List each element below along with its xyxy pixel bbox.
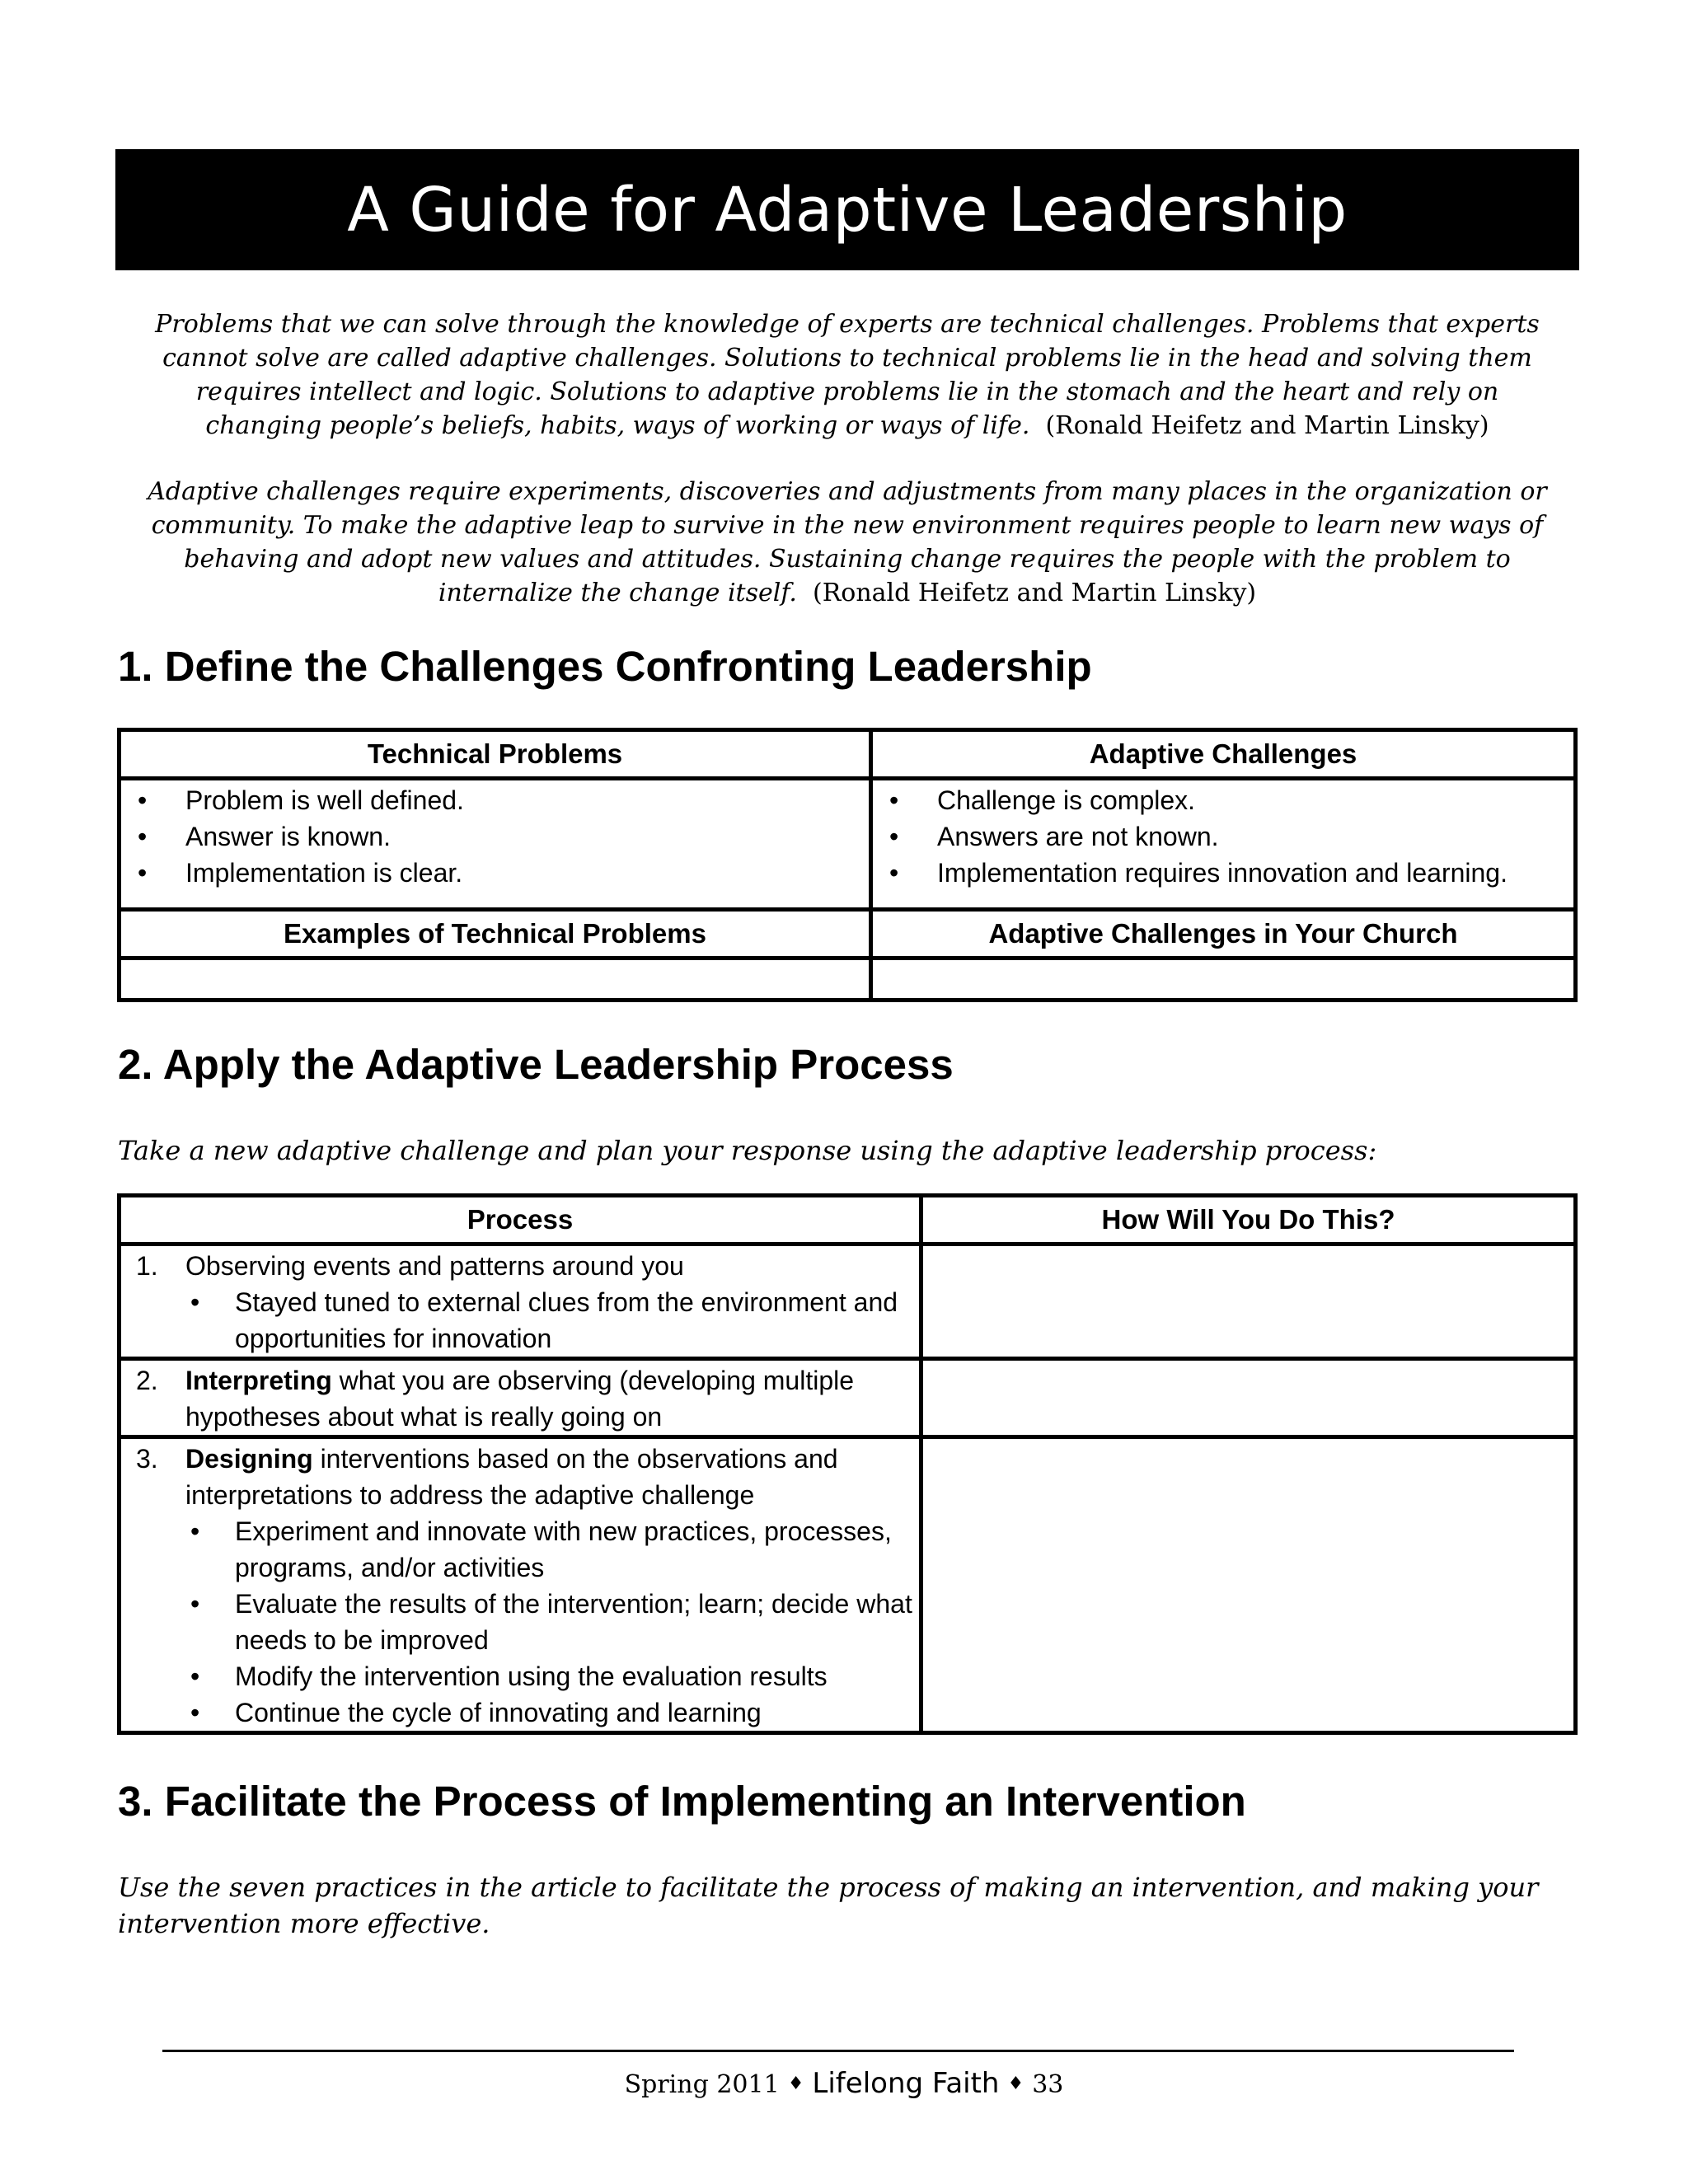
list-item: • Answer is known.: [138, 822, 391, 851]
quote-1-attribution: (Ronald Heifetz and Martin Linsky): [1045, 411, 1489, 440]
process-header: Process: [120, 1196, 921, 1244]
footer-season: Spring 2011: [624, 2070, 780, 2099]
quote-1: [140, 307, 1554, 443]
step-3-bold: Designing: [185, 1444, 313, 1474]
process-step-2: 2. Interpreting what you are observing (developing multiple hypotheses about what is really going on: [120, 1359, 921, 1437]
adaptive-church-answer-cell[interactable]: [871, 958, 1576, 1001]
process-step-1: 1. Observing events and patterns around you • Stayed tuned to external clues from the environment and opportunities for innovation: [120, 1244, 921, 1359]
step-2-answer-cell[interactable]: [921, 1359, 1576, 1437]
step-3-answer-cell[interactable]: [921, 1437, 1576, 1733]
process-step-3: 3. Designing interventions based on the observations and interpretations to address the adaptive challenge • Experiment and innovate with new practices, processes, programs, and/or activities • Evaluate the results of the intervention; learn; decide what needs to be improved • Modify the intervention using the evaluation results • Continue the cycle of innovating and learning: [120, 1437, 921, 1733]
section-1-heading: 1. Define the Challenges Confronting Leadership: [118, 643, 1092, 690]
list-item: • Evaluate the results of the intervention; learn; decide what needs to be improved: [190, 1589, 912, 1655]
technical-problems-list: [121, 780, 869, 891]
section-3-heading: 3. Facilitate the Process of Implementing an Intervention: [118, 1778, 1246, 1825]
challenges-table: [117, 728, 1578, 1002]
adaptive-challenges-cell: [871, 779, 1576, 910]
step-2-bold: Interpreting: [185, 1366, 332, 1395]
step-2-text: what you are observing (developing multiple hypotheses about what is really going on: [185, 1366, 855, 1432]
list-item: • Problem is well defined.: [138, 785, 464, 815]
list-item: • Modify the intervention using the evaluation results: [190, 1661, 828, 1691]
diamond-separator-icon: ♦: [1007, 2074, 1025, 2094]
section-3-intro: Use the seven practices in the article to facilitate the process of making an intervention, and making your intervention more effective.: [118, 1872, 1539, 1939]
list-item: • Challenge is complex.: [889, 785, 1196, 815]
footer-publication: Lifelong Faith: [812, 2067, 1000, 2100]
list-item: • Continue the cycle of innovating and learning: [190, 1698, 762, 1727]
quote-2-attribution: (Ronald Heifetz and Martin Linsky): [812, 579, 1257, 607]
section-2-heading: 2. Apply the Adaptive Leadership Process: [118, 1041, 954, 1088]
footer-divider: [162, 2050, 1514, 2052]
list-item: • Stayed tuned to external clues from the environment and opportunities for innovation: [190, 1287, 898, 1353]
step-1-answer-cell[interactable]: [921, 1244, 1576, 1359]
examples-technical-header: Examples of Technical Problems: [120, 910, 871, 958]
quote-2: [140, 475, 1554, 610]
page-title: A Guide for Adaptive Leadership: [115, 149, 1579, 270]
list-item: • Experiment and innovate with new practices, processes, programs, and/or activities: [190, 1516, 892, 1582]
how-header: How Will You Do This?: [921, 1196, 1576, 1244]
process-table: [117, 1193, 1578, 1735]
quote-2-text: Adaptive challenges require experiments, discoveries and adjustments from many places in the organization or community. To make the adaptive leap to survive in the new environment requires people to learn new ways of behaving and adopt new values and attitudes. Sustaining change requires the people with the problem to internalize the change itself.: [148, 477, 1547, 607]
adaptive-challenges-list: [873, 780, 1573, 891]
list-item: • Answers are not known.: [889, 822, 1219, 851]
diamond-separator-icon: ♦: [787, 2074, 804, 2094]
section-2-intro: Take a new adaptive challenge and plan your response using the adaptive leadership process:: [118, 1135, 1377, 1166]
adaptive-church-header: Adaptive Challenges in Your Church: [871, 910, 1576, 958]
technical-problems-header: Technical Problems: [120, 730, 871, 779]
technical-problems-cell: [120, 779, 871, 910]
quote-1-text: Problems that we can solve through the knowledge of experts are technical challenges. Problems that experts cannot solve are called adaptive challenges. Solutions to technical problems lie in the head and solving them requires intellect and logic. Solutions to adaptive problems lie in the stomach and the heart and rely on changing people’s beliefs, habits, ways of working or ways of life.: [155, 310, 1540, 440]
list-item: • Implementation is clear.: [138, 858, 463, 888]
list-item: • Implementation requires innovation and learning.: [889, 858, 1507, 888]
step-3-text: interventions based on the observations and interpretations to address the adaptive challenge: [185, 1444, 838, 1510]
step-1-text: Observing events and patterns around you: [185, 1251, 684, 1281]
adaptive-challenges-header: Adaptive Challenges: [871, 730, 1576, 779]
examples-technical-answer-cell[interactable]: [120, 958, 871, 1001]
page-footer: [0, 2067, 1688, 2104]
page-number: 33: [1032, 2070, 1064, 2099]
